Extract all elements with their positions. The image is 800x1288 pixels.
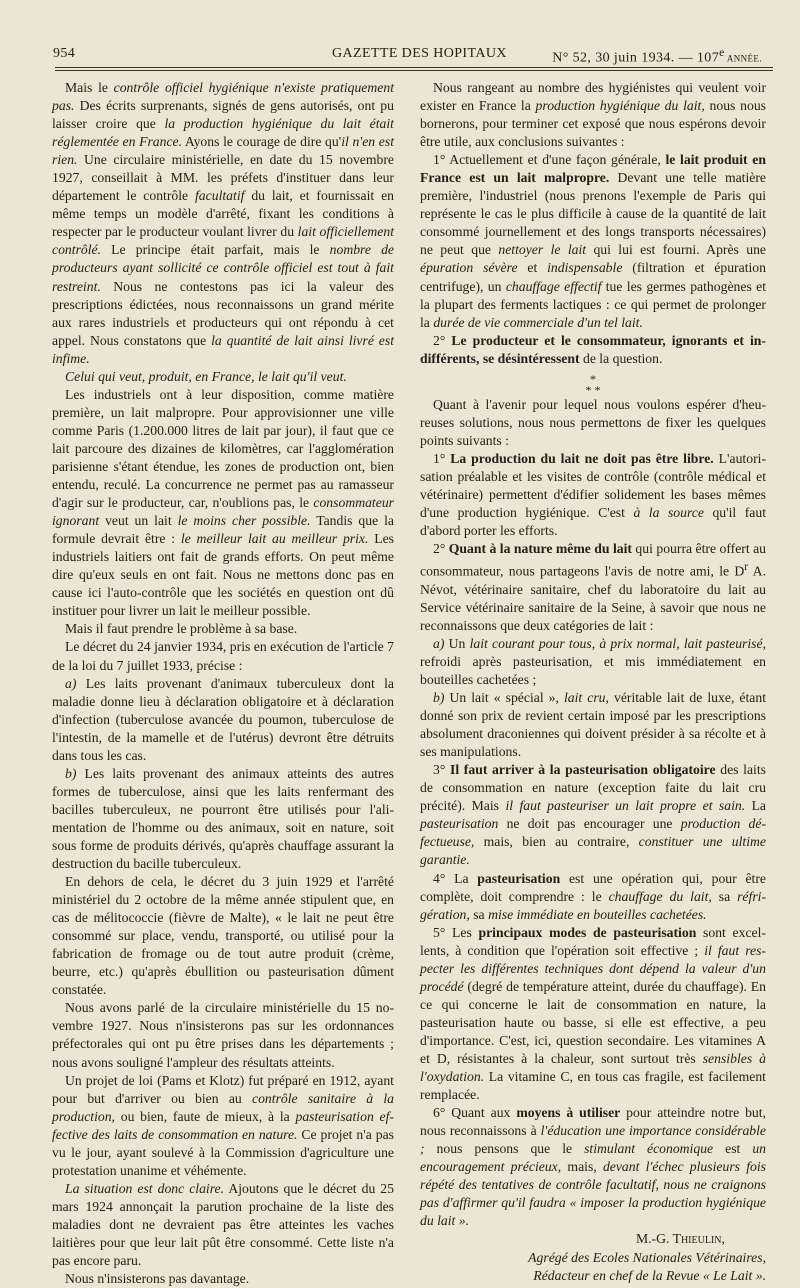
paragraph: Quant à l'avenir pour lequel nous voulons espérer d'heureuses solutions, nous nous permettons de fixer les quelques points suivants : — [420, 396, 766, 448]
paragraph-italic: Celui qui veut, produit, en France, le lait qu'il veut. — [65, 368, 347, 384]
paragraph: Un projet de loi (Pams et Klotz) fut préparé en 1912, ayant pour but d'arriver ou bien au contrôle sanitaire à la production, ou bien, faute de mieux, à la pasteurisation effective des laits de consommation en nature. Ce projet n'a pas vu le jour, ayant soulevé à la Commission d'agriculture une protestation unanime et véhémente. — [52, 1072, 394, 1178]
page-number: 954 — [53, 46, 76, 61]
paragraph: Mais il faut prendre le problème à sa base. — [65, 621, 298, 637]
paragraph: Les industriels ont à leur disposition, comme matière première, un lait malpropre. Pour approvisionner une ville comme Paris (1.200.000 litres de lait par jour), il faut que ce lait parcoure des dizaines de kilomètres, car l'agglomération parisienne s'étant étendue, les zones de production ont, bien entendu, reculé. La concurrence ne permet pas au ramasseur d'agir sur le producteur, car, n'oublions pas, le consommateur ignorant veut un lait le moins cher possible. Tandis que la formule devrait être : le meilleur lait au meilleur prix. Les industriels laitiers ont fait de grands efforts. On peut même dire qu'eux seuls en ont fait. Nous ne mettons donc pas en cause ici l'auto-contrôle que les sociétés en question ont dû instituer pour livrer un lait le meilleur possible. — [52, 386, 394, 619]
paragraph: Nous avons parlé de la circulaire ministérielle du 15 novembre 1927. Nous n'insisterons pas sur les ordonnances préfectorales qui ont pu être prises dans les départements ; nous avons souligné l'ampleur des résultats atteints. — [52, 1000, 394, 1070]
paragraph: b) Un lait « spécial », lait cru, véritable lait de luxe, étant donné son prix de revient certain imposé par les prescriptions absolument draconiennes qui doivent présider à sa récolte et à ses manipulations. — [420, 690, 767, 760]
paragraph: Nous n'insisterons pas davantage. — [65, 1271, 250, 1287]
paragraph: Le décret du 24 janvier 1934, pris en exécution de l'article 7 de la loi du 7 juillet 1933, précise : — [52, 639, 394, 673]
paragraph: Nous rangeant au nombre des hygiénistes qui veulent voir exister en France la production hygiénique du lait, nous nous bornerons, pour terminer cet exposé que nous espérons devoir être utile, aux conclusions suivantes : — [420, 80, 766, 150]
paragraph: a) Un lait courant pour tous, à prix normal, lait pasteurisé, refroidi après pasteurisation, et mis immédiatement en bouteilles cachetées ; — [420, 635, 766, 688]
author-role: Rédacteur en chef de la Revue « Le Lait ». — [533, 1267, 766, 1283]
author-name: M.-G. Thieulin, — [635, 1231, 725, 1247]
paragraph: 4° La pasteurisation est une opération qui, pour être complète, doit comprendre : le chauffage du lait, sa réfrigération, sa mise immédiate en bouteilles cachetées. — [420, 870, 767, 922]
left-column — [52, 79, 394, 1288]
paragraph: b) Les laits provenant des animaux atteints des autres formes de tuberculose, ainsi que les laits renfermant des bacilles tuberculeux, ne pourront être utilisés pour l'alimentation de l'homme ou des animaux, soit en nature, soit sous forme de produits dérivés, qu'après chauffage assurant la destruction du bacille tuberculeux. — [52, 765, 394, 872]
paragraph: La situation est donc claire. Ajoutons que le décret du 25 mars 1924 annonçait la parution prochaine de la liste des maladies dont ne devraient pas être atteintes les vaches laitières pour que leur lait pût être consommé. Cette liste n'a pas encore paru. — [52, 1180, 394, 1269]
right-column — [420, 79, 766, 1285]
page-header — [50, 40, 772, 64]
paragraph: 2° Le producteur et le consommateur, ignorants et indifférents, se désintéressent de la question. — [420, 332, 766, 366]
paragraph: 1° Actuellement et d'une façon générale, le lait produit en France est un lait malpropre. Devant une telle matière première, l'industriel (nous prenons l'exemple de Paris qui représente le cas le plus difficile à cause de la quantité de lait consommé journellement et des longs transports nécessaires) ne peut que nettoyer le lait qui lui est fourni. Après une épuration sévère et indispensable (filtration et épuration centrifuge), un chauffage effectif tue les germes pathogènes et la plupart des ferments lactiques : ce qui permet de prolonger la durée de vie commerciale d'un tel lait. — [420, 152, 766, 330]
section-separator: * * * — [585, 371, 601, 397]
paragraph: a) Les laits provenant d'animaux tuberculeux dont la maladie donne lieu à déclaration obligatoire et à déclaration d'infection (tuberculose avancée du poumon, tuberculose de l'intestin, de la mamelle et de l'utérus) devront être détruits dans tous les cas. — [52, 675, 394, 763]
author-title: Agrégé des Ecoles Nationales Vétérinaires, — [528, 1249, 766, 1265]
paragraph: 6° Quant aux moyens à utiliser pour atteindre notre but, nous reconnaissons à l'éducation une importance considérable ; nous pensons que le stimulant économique est un encouragement précieux, mais, devant l'échec plusieurs fois répété des tentatives de contrôle facultatif, nous ne craignons pas d'affirmer qu'il faudra « imposer la production hygiénique du lait ». — [420, 1105, 767, 1229]
paragraph: 3° Il faut arriver à la pasteurisation obligatoire des laits de consommation en nature (exception faite du lait cru précité). Mais il faut pasteuriser un lait propre et sain. La pasteurisation ne doit pas encourager une production défectueuse, mais, bien au contraire, constituer une ultime garantie. — [420, 762, 767, 868]
paragraph: 2° Quant à la nature même du lait qui pourra être offert au consommateur, nous partageons l'avis de notre ami, le $D^r$ A. Névot, vétérinaire sanitaire, chef du laboratoire du lait au Service vétérinaire sanitaire de la Seine, à savoir que nous ne reconnaissons que deux catégories de lait : — [420, 541, 767, 633]
issue-info: N° 52, 30 juin 1934. — 107e ANNÉE. — [552, 46, 762, 66]
header-rule-double — [55, 70, 773, 71]
paragraph: Mais le contrôle officiel hygiénique n'existe pratiquement pas. Des écrits surprenants, signés de gens autorisés, ont pu laisser croire que la production hygiénique du lait était réglementée en France. Ayons le courage de dire qu'il n'en est rien. Une circulaire ministérielle, en date du 15 novembre 1927, conseillait à MM. les préfets d'instituer dans leur département le contrôle facultatif du lait, et fournissait en même temps un modèle d'arrêté, fixant les conditions à respecter par le producteur voulant livrer du lait officiellement contrôlé. Le principe était parfait, mais le nombre de producteurs ayant sollicité ce contrôle officiel est tout à fait restreint. Nous ne contestons pas ici la valeur des prescriptions édictées, nous reconnaissons un grand mérite aux rares industriels et producteurs qui ont répondu à cet appel. Nous constatons que la quantité de lait ainsi livré est infime. — [52, 80, 395, 366]
paragraph: En dehors de cela, le décret du 3 juin 1929 et l'arrêté ministériel du 2 octobre de la même année stipulent que, en cas de mélitococcie (fièvre de Malte), « le lait ne peut être consommé sur place, vendu, transporté, ou utilisé pour la fabrication de fromage ou de tout autre produit (crème, beurre, etc.) qu'après ébullition ou pasteurisation dûment constatée. — [52, 874, 394, 998]
paragraph: 5° Les principaux modes de pasteurisation sont excellents, à condition que l'opération soit effective ; il faut respecter les différentes techniques dont dépend la valeur d'un procédé (degré de température atteint, durée du chauffage). En ce qui concerne le lait de consommation en nature, la pasteurisation haute ou basse, si elle est effective, a peu d'importance. C'est, ici, question secondaire. Les vitamines A et D, résistantes à la chaleur, sont surtout très sensibles à l'oxydation. La vitamine C, en tous cas fragile, est facilement remplacée. — [420, 924, 766, 1103]
paragraph: 1° La production du lait ne doit pas être libre. L'autorisation préalable et les visites de contrôle (contrôle médical et vétérinaire) permettent d'édifier solidement les bases mêmes d'une production hygiénique. C'est à la source qu'il faut d'abord porter les efforts. — [420, 450, 767, 539]
header-rule — [55, 67, 773, 68]
journal-title: GAZETTE DES HOPITAUX — [332, 46, 507, 61]
